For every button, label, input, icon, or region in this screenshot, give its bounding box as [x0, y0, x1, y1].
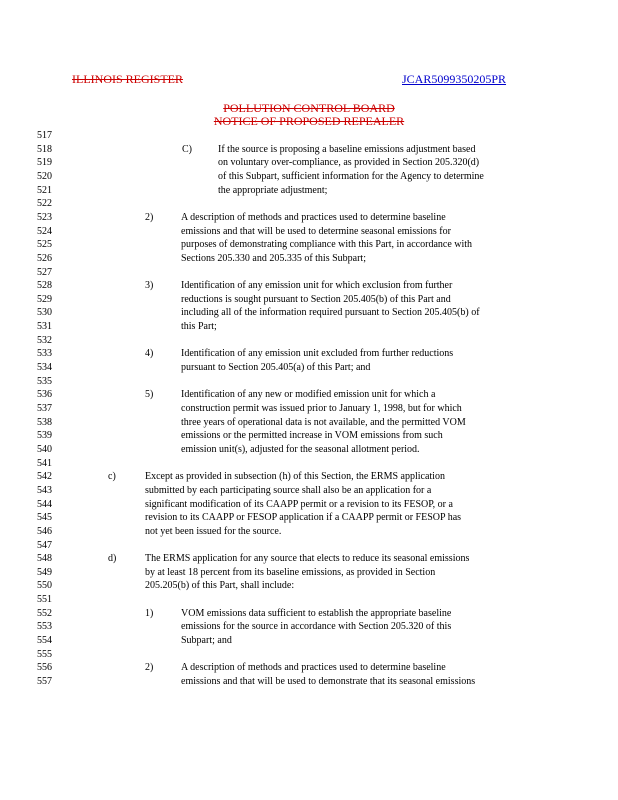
header-board: POLLUTION CONTROL BOARD: [223, 101, 395, 115]
paragraph-line: significant modification of its CAAPP permit or a revision to its FESOP, or a: [145, 498, 453, 510]
paragraph-line: Sections 205.330 and 205.335 of this Subpart;: [181, 252, 366, 264]
line-number: 529: [37, 293, 52, 305]
paragraph-line: If the source is proposing a baseline emissions adjustment based: [218, 143, 476, 155]
paragraph-marker: 2): [145, 211, 154, 223]
line-number: 526: [37, 252, 52, 264]
line-number: 533: [37, 348, 52, 360]
line-number: 553: [37, 621, 52, 633]
paragraph-marker: 1): [145, 607, 154, 619]
paragraph-line: The ERMS application for any source that elects to reduce its seasonal emissions: [145, 553, 470, 565]
line-number: 551: [37, 594, 52, 606]
paragraph-line: of this Subpart, sufficient information for the Agency to determine: [218, 170, 484, 182]
paragraph-line: three years of operational data is not available, and the permitted VOM: [181, 416, 466, 428]
line-number: 532: [37, 334, 52, 346]
paragraph-line: emissions and that will be used to demonstrate that its seasonal emissions: [181, 676, 476, 687]
paragraph-line: emissions or the permitted increase in VOM emissions from such: [181, 430, 443, 442]
paragraph-line: reductions is sought pursuant to Section 205.405(b) of this Part and: [181, 293, 451, 305]
line-number: 523: [37, 211, 52, 223]
line-number: 552: [37, 607, 52, 619]
header-code: JCAR5099350205PR: [402, 72, 507, 86]
paragraph-line: Subpart; and: [181, 635, 232, 647]
paragraph-line: this Part;: [181, 321, 217, 333]
paragraph-line: the appropriate adjustment;: [218, 184, 328, 196]
line-number: 542: [37, 471, 52, 483]
paragraph-line: 205.205(b) of this Part, shall include:: [145, 580, 295, 592]
line-number: 535: [37, 375, 52, 387]
paragraph-line: purposes of demonstrating compliance with this Part, in accordance with: [181, 239, 473, 251]
line-number: 555: [37, 648, 52, 660]
paragraph-line: by at least 18 percent from its baseline emissions, as provided in Section: [145, 566, 436, 578]
paragraph-marker: 4): [145, 348, 154, 360]
line-number: 519: [37, 157, 52, 169]
line-number: 543: [37, 484, 52, 496]
paragraph-line: pursuant to Section 205.405(a) of this Part; and: [181, 362, 371, 374]
line-number: 540: [37, 443, 52, 455]
line-number: 556: [37, 662, 52, 674]
line-number: 544: [37, 498, 52, 510]
paragraph-line: Identification of any emission unit excluded from further reductions: [181, 348, 454, 360]
line-number: 524: [37, 225, 52, 237]
line-number: 536: [37, 389, 52, 401]
line-number: 548: [37, 553, 52, 565]
header-register: ILLINOIS REGISTER: [72, 72, 183, 86]
line-number: 549: [37, 566, 52, 578]
paragraph-line: not yet been issued for the source.: [145, 525, 282, 537]
line-number: 539: [37, 430, 52, 442]
paragraph-marker: c): [108, 471, 116, 483]
line-number: 521: [37, 184, 52, 196]
paragraph-line: emissions for the source in accordance with Section 205.320 of this: [181, 621, 452, 633]
line-number: 537: [37, 403, 52, 414]
paragraph-line: A description of methods and practices used to determine baseline: [181, 211, 446, 223]
line-number: 520: [37, 170, 52, 182]
line-number: 541: [37, 457, 52, 469]
paragraph-marker: 2): [145, 662, 154, 674]
paragraph-line: Identification of any emission unit for which exclusion from further: [181, 280, 453, 292]
header-notice: NOTICE OF PROPOSED REPEALER: [213, 114, 405, 128]
line-number: 547: [37, 539, 52, 551]
paragraph-line: on voluntary over-compliance, as provided in Section 205.320(d): [218, 157, 480, 169]
line-number: 545: [37, 512, 52, 524]
paragraph-line: A description of methods and practices used to determine baseline: [181, 662, 446, 674]
line-number: 534: [37, 362, 52, 374]
paragraph-line: including all of the information required pursuant to Section 205.405(b) of: [181, 307, 480, 319]
paragraph-line: construction permit was issued prior to January 1, 1998, but for which: [181, 403, 462, 414]
line-number: 518: [37, 143, 52, 155]
paragraph-marker: d): [108, 553, 117, 565]
line-number: 550: [37, 580, 52, 592]
line-number: 554: [37, 635, 52, 647]
paragraph-marker: C): [182, 143, 192, 155]
line-number: 525: [37, 239, 52, 251]
paragraph-line: emissions and that will be used to determine seasonal emissions for: [181, 225, 451, 237]
line-number: 531: [37, 321, 52, 333]
line-number: 557: [37, 676, 52, 687]
paragraph-marker: 3): [145, 280, 154, 292]
line-number: 527: [37, 266, 52, 278]
paragraph-line: submitted by each participating source shall also be an application for a: [145, 484, 432, 496]
line-number: 538: [37, 416, 52, 428]
line-number: 528: [37, 280, 52, 292]
line-number: 546: [37, 525, 52, 537]
line-number: 530: [37, 307, 52, 319]
paragraph-line: Except as provided in subsection (h) of this Section, the ERMS application: [145, 471, 445, 483]
paragraph-marker: 5): [145, 389, 154, 401]
paragraph-line: Identification of any new or modified emission unit for which a: [181, 389, 436, 401]
paragraph-line: revision to its CAAPP or FESOP application if a CAAPP permit or FESOP has: [145, 512, 462, 524]
line-number: 522: [37, 198, 52, 210]
paragraph-line: emission unit(s), adjusted for the seasonal allotment period.: [181, 443, 420, 455]
line-number: 517: [37, 130, 52, 141]
paragraph-line: VOM emissions data sufficient to establish the appropriate baseline: [181, 607, 452, 619]
